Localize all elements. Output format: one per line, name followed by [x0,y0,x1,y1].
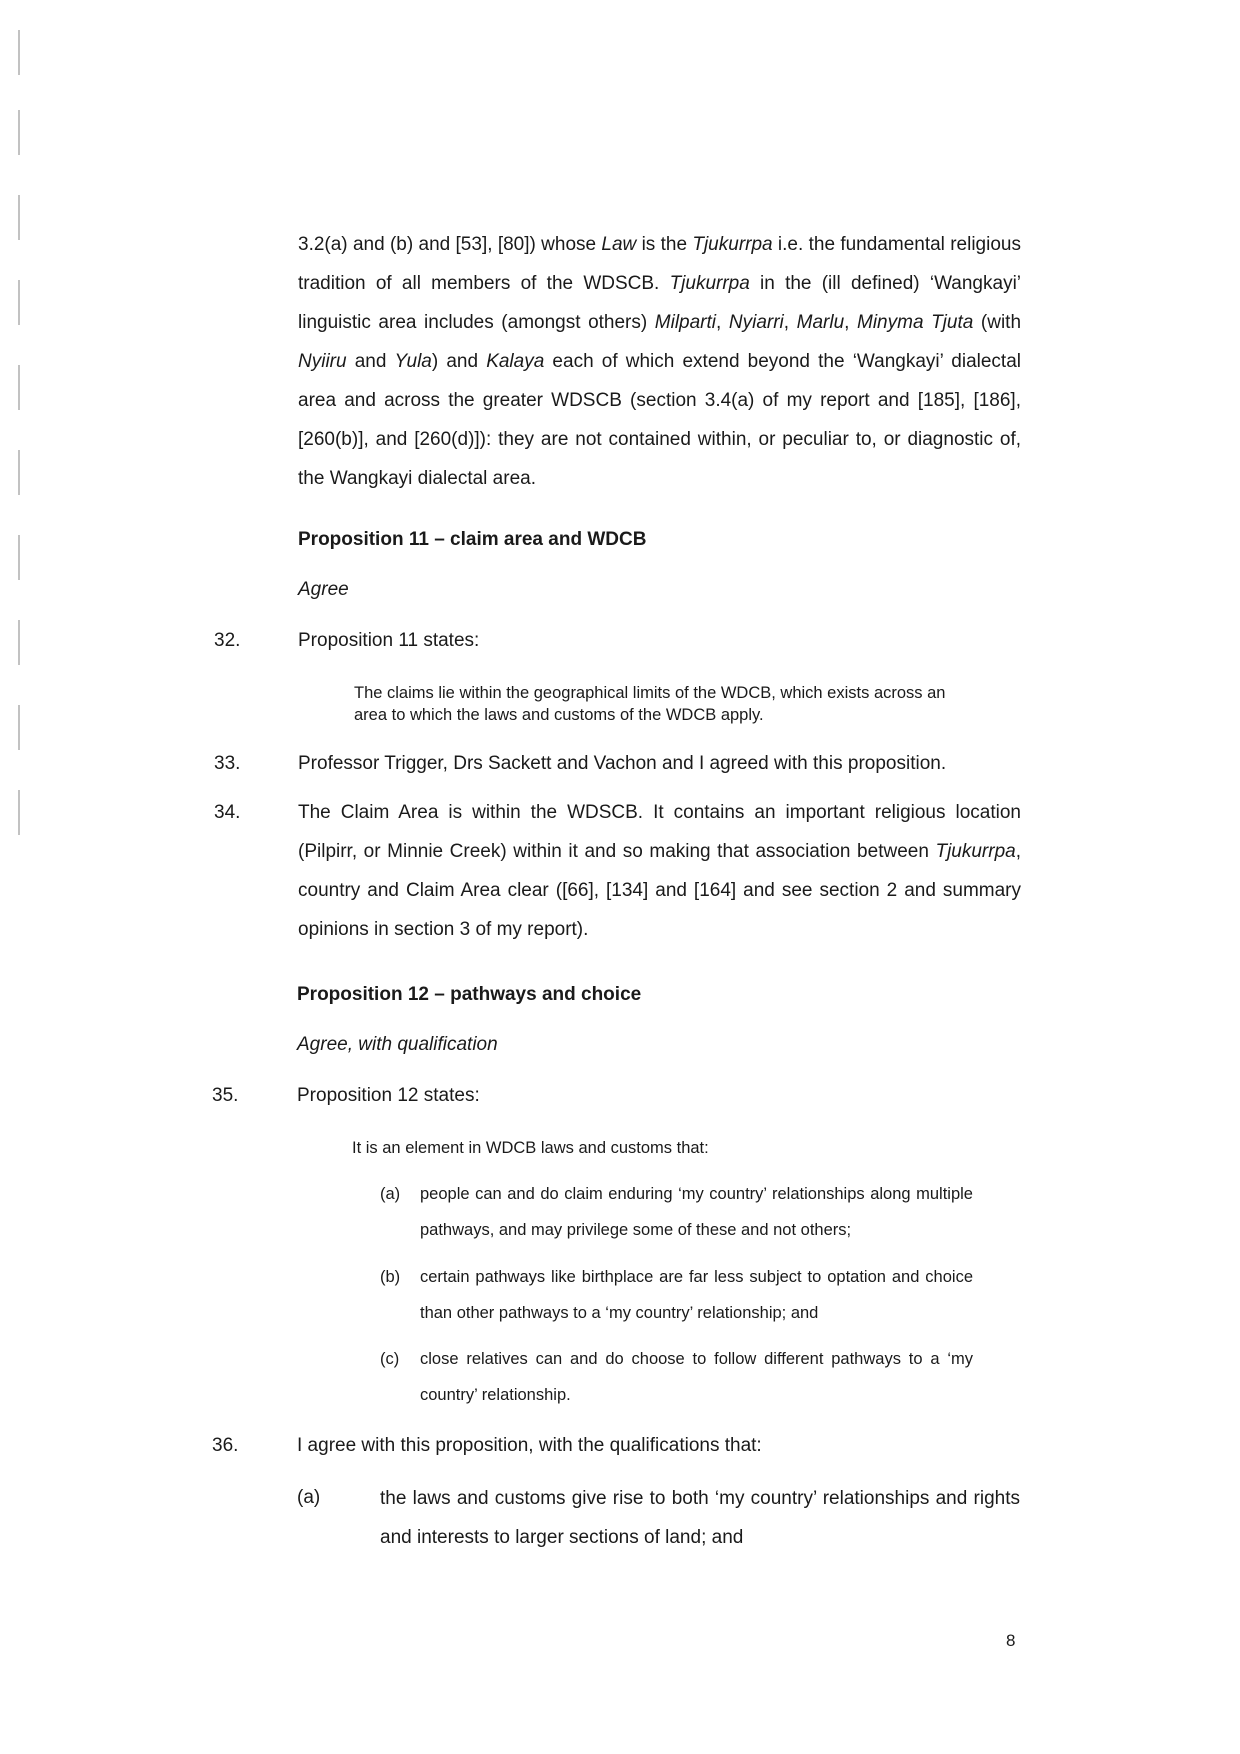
italic-term: Tjukurrpa [669,273,750,294]
subparagraph-text: the laws and customs give rise to both ‘my country’ relationships and rights and interests to larger sections of land; and [380,1488,1020,1548]
paragraph-35-text: Proposition 12 states: [297,1085,480,1106]
paragraph-36-text: I agree with this proposition, with the qualifications that: [297,1435,762,1456]
italic-term: Nyiiru [298,351,347,372]
scan-edge-mark [18,790,20,835]
subparagraph-label: (a) [297,1487,321,1508]
block-quote-intro: It is an element in WDCB laws and customs that: [352,1139,709,1157]
scan-edge-mark [18,705,20,750]
scan-edge-mark [18,620,20,665]
section-heading-proposition-12: Proposition 12 – pathways and choice [297,984,642,1005]
scan-edge-mark [18,535,20,580]
scan-edge-mark [18,450,20,495]
quote-item-label: (c) [380,1350,400,1368]
quote-item-text: people can and do claim enduring ‘my country’ relationships along multiple pathways, and may privilege some of these and not others; [420,1185,973,1239]
italic-term: Milparti [654,312,717,333]
italic-term: Yula [394,351,432,372]
quote-item-text: close relatives can and do choose to follow different pathways to a ‘my country’ relationship. [420,1350,973,1404]
scan-edge-mark [18,195,20,240]
continued-paragraph-text: 3.2(a) and (b) and [53], [80]) whose Law is the Tjukurrpa i.e. the fundamental religious tradition of all members of the WDSCB. Tjukurrpa in the (ill defined) ‘Wangkayi’ linguistic area includes (amongst others) Milparti, Nyiarri, Marlu, Minyma Tjuta (with Nyiiru and Yula) and Kalaya each of which extend beyond the ‘Wangkayi’ dialectal area and across the greater WDSCB (section 3.4(a) of my report and [185], [186], [260(b)], and [260(d)]): they are not contained within, or peculiar to, or diagnostic of, the Wangkayi dialectal area. [298,234,1022,489]
italic-term: Law [601,234,637,255]
scan-edge-mark [18,110,20,155]
quote-item-label: (a) [380,1185,401,1203]
italic-term: Tjukurrpa [692,234,773,255]
quote-item-label: (b) [380,1268,401,1286]
verdict-proposition-11: Agree [298,579,349,600]
paragraph-number-36: 36. [212,1435,239,1456]
page-number: 8 [1006,1631,1016,1650]
italic-term: Kalaya [486,351,545,372]
italic-term: Marlu [796,312,845,333]
section-heading-proposition-11: Proposition 11 – claim area and WDCB [298,529,647,550]
continued-paragraph [298,225,1021,498]
italic-term: Minyma Tjuta [857,312,974,333]
italic-term: Nyiarri [728,312,784,333]
paragraph-number-33: 33. [214,753,241,774]
paragraph-33-text: Professor Trigger, Drs Sackett and Vachon and I agreed with this proposition. [298,753,947,774]
italic-term: Tjukurrpa [935,841,1016,862]
verdict-proposition-12: Agree, with qualification [297,1034,498,1055]
scan-edge-mark [18,280,20,325]
scan-edge-mark [18,365,20,410]
paragraph-34-text: The Claim Area is within the WDSCB. It contains an important religious location (Pilpirr, or Minnie Creek) within it and so making that association between Tjukurrpa, country and Claim Area clear ([66], [134] and [164] and see section 2 and summary opinions in section 3 of my report). [298,802,1021,940]
block-quote-proposition-11: The claims lie within the geographical limits of the WDCB, which exists across an area to which the laws and customs of the WDCB apply. [354,684,946,724]
paragraph-number-34: 34. [214,802,241,823]
paragraph-number-35: 35. [212,1085,239,1106]
scan-edge-mark [18,30,20,75]
paragraph-34 [298,793,1021,949]
paragraph-32-text: Proposition 11 states: [298,630,480,651]
paragraph-number-32: 32. [214,630,241,651]
quote-item-text: certain pathways like birthplace are far less subject to optation and choice than other pathways to a ‘my country’ relationship; and [420,1268,973,1322]
